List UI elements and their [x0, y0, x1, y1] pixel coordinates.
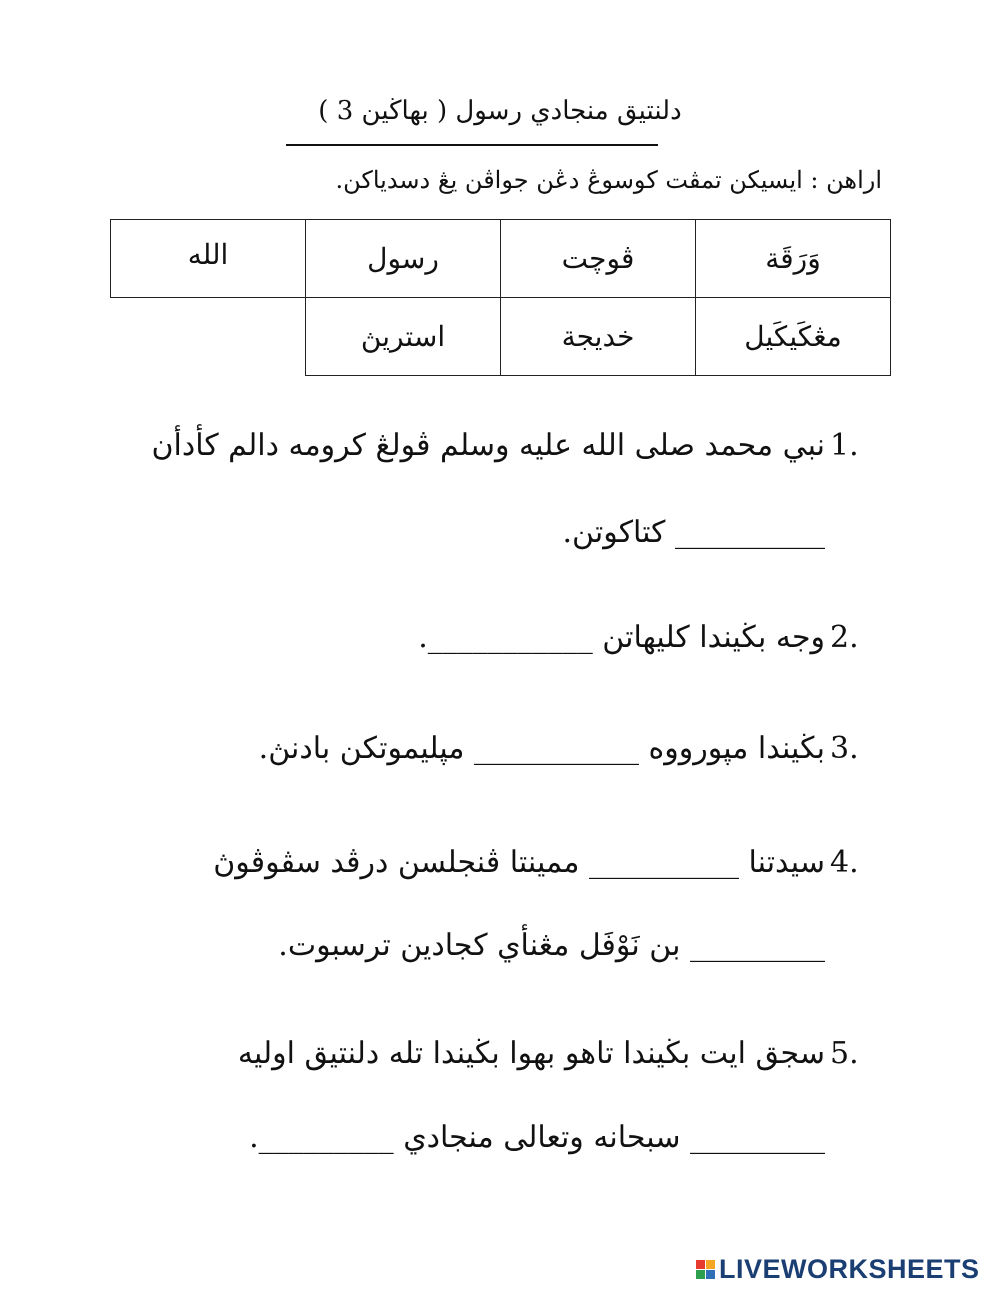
- word-bank-cell: رسول: [305, 219, 501, 298]
- word-bank-table: [110, 219, 891, 376]
- question-number: 1.: [830, 428, 859, 463]
- question-5-line-1: سجق ايت بڬيندا تاهو بهوا بڬيندا تله دلنتيق اوليه: [237, 1036, 825, 1071]
- liveworksheets-brand: LIVEWORKSHEETS: [719, 1253, 980, 1284]
- question-number: 3.: [830, 731, 859, 766]
- word-bank-cell: استريڽ: [305, 297, 501, 376]
- word-bank-cell: وَرَقَة: [695, 219, 891, 298]
- title-underline: [286, 144, 658, 146]
- question-5-line-2: _________ سبحانه وتعالى منجادي _________.: [249, 1120, 825, 1155]
- question-1-line-2: __________ كتاكوتن.: [562, 515, 825, 550]
- instruction-text: اراهن : ايسيكن تمڤت كوسوڠ دڠن جواڤن يڠ دسدياكن.: [335, 166, 882, 194]
- logo-block: [696, 1260, 705, 1269]
- worksheet-title: [0, 96, 1000, 126]
- word-bank-cell: مڠكَيكَيل: [695, 297, 891, 376]
- question-number: 5.: [830, 1036, 859, 1071]
- question-1-line-1: نبي محمد صلى الله عليه وسلم ڤولڠ كرومه دالم كأدأن: [151, 428, 825, 463]
- liveworksheets-footer: [696, 1254, 996, 1284]
- logo-block: [706, 1260, 715, 1269]
- question-2-line-1: وجه بڬيندا كليهاتن ___________.: [418, 620, 825, 655]
- question-4-line-1: سيدتنا __________ ممينتا ڤنجلسن درڤد سڤوڤوڽ: [213, 845, 825, 880]
- question-number: 4.: [830, 845, 859, 880]
- question-number: 2.: [830, 620, 859, 655]
- worksheet-title-text: دلنتيق منجادي رسول ( بهاڬين 3 ): [318, 96, 682, 126]
- question-3-line-1: بڬيندا مپورووه ___________ مپليموتكن بادنڽ.: [258, 731, 825, 766]
- word-bank-cell: خديجة: [500, 297, 696, 376]
- question-4-line-2: _________ بن نَوْفَل مڠنأي كجادين ترسبوت.: [278, 928, 825, 963]
- word-bank-cell: الله: [110, 219, 306, 298]
- word-bank-cell: ڤوچت: [500, 219, 696, 298]
- logo-block: [706, 1270, 715, 1279]
- logo-block: [696, 1270, 705, 1279]
- liveworksheets-logo-icon: [696, 1260, 715, 1279]
